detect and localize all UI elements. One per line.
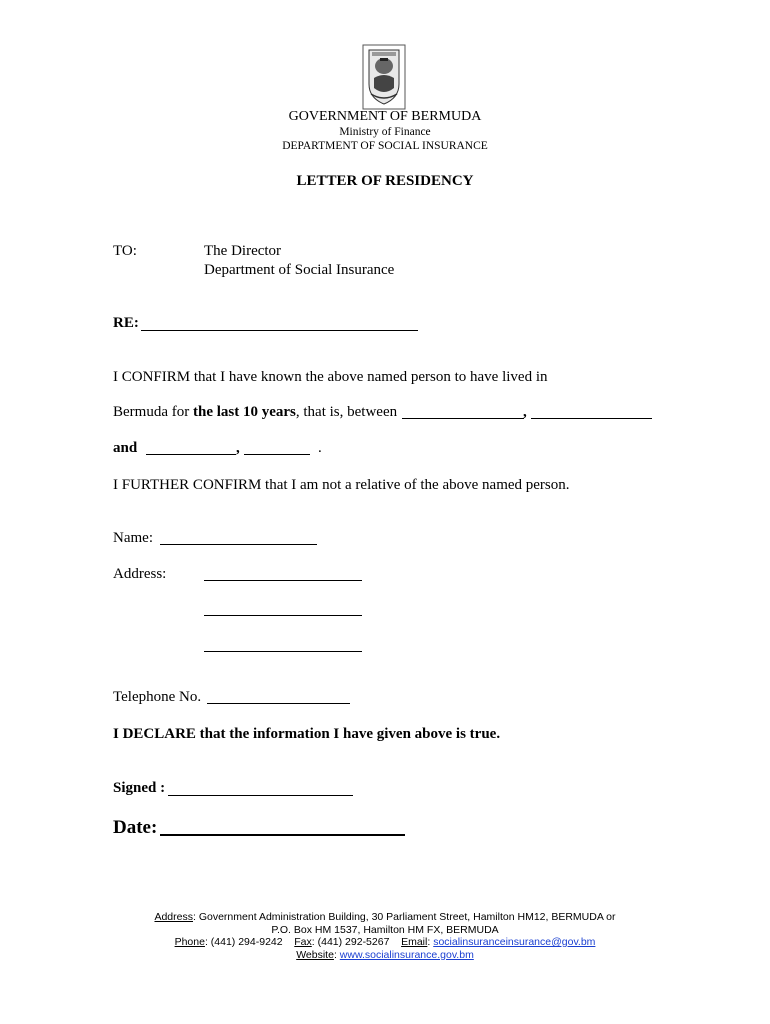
name-field[interactable] [160,544,317,545]
to-label: TO: [113,243,137,259]
declaration-text: I DECLARE that the information I have given above is true. [113,726,501,742]
date-label: Date: [113,817,158,838]
address-line-2-field[interactable] [204,615,362,616]
footer-email-label: Email [401,936,428,948]
footer-website-link[interactable]: www.socialinsurance.gov.bm [339,948,474,961]
telephone-field[interactable] [207,703,350,704]
comma-2: , [236,440,240,456]
confirm-duration: the last 10 years [192,404,296,420]
footer-fax-label: Fax [294,936,312,948]
date-field[interactable] [160,834,405,836]
further-confirm-text: I FURTHER CONFIRM that I am not a relative of the above named person. [113,477,570,493]
address-line-3-field[interactable] [204,651,362,652]
ministry-heading: Ministry of Finance [339,126,431,138]
addressee-line-2: Department of Social Insurance [204,262,395,278]
document-title: LETTER OF RESIDENCY [296,173,474,189]
footer-website-line [0,949,770,962]
footer [0,911,770,961]
address-label: Address: [113,566,167,582]
confirm-line-2 [113,404,397,421]
coat-of-arms-icon [362,44,406,110]
footer-address-line [0,911,770,924]
footer-po-box: P.O. Box HM 1537, Hamilton HM FX, BERMUDA [271,923,499,936]
footer-address-text: : Government Administration Building, 30 Parliament Street, Hamilton HM12, BERMUDA or [193,911,616,923]
footer-contact-line [0,936,770,949]
footer-website-sep: : [333,948,337,961]
from-year-field[interactable] [402,418,524,419]
re-field[interactable] [141,330,418,331]
to-year-field[interactable] [146,454,236,455]
telephone-label: Telephone No. [113,689,202,705]
footer-website-label: Website [296,948,334,961]
signature-field[interactable] [168,795,353,796]
address-line-1-field[interactable] [204,580,362,581]
confirm-line-1: I CONFIRM that I have known the above named person to have lived in [113,369,548,385]
government-heading: GOVERNMENT OF BERMUDA [288,109,482,124]
from-date-field[interactable] [531,418,652,419]
footer-email-sep: : [427,936,431,948]
re-label: RE: [113,315,139,331]
signed-label: Signed : [113,780,166,796]
footer-email-link[interactable]: socialinsuranceinsurance@gov.bm [433,936,596,948]
confirm-line-2-prefix: Bermuda for [113,404,193,420]
addressee-line-1: The Director [204,243,282,259]
period: . [318,440,322,456]
footer-address-label: Address [154,911,193,923]
footer-fax: : (441) 292-5267 [311,936,390,948]
name-label: Name: [113,530,153,546]
footer-phone-label: Phone [174,936,205,948]
department-heading: DEPARTMENT OF SOCIAL INSURANCE [282,140,488,152]
footer-phone: : (441) 294-9242 [204,936,283,948]
confirm-line-2-suffix: , that is, between [295,404,398,420]
and-label: and [113,440,138,456]
comma: , [523,404,527,420]
to-date-field[interactable] [244,454,310,455]
